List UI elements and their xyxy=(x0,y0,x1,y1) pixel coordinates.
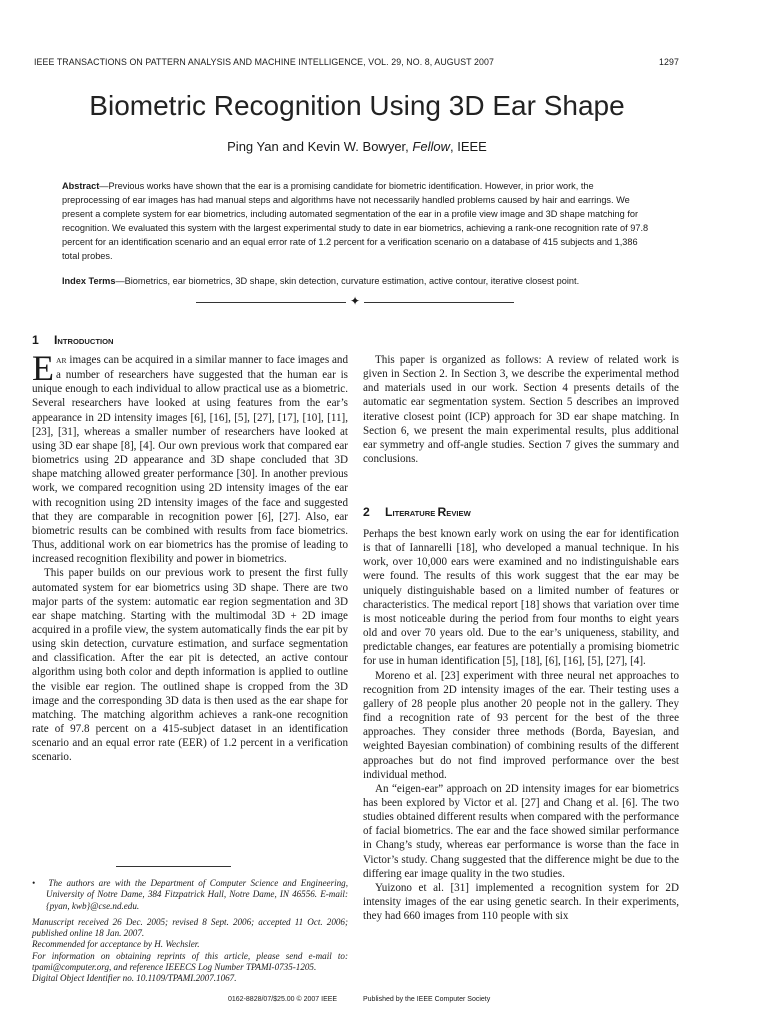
intro-p1-text: images can be acquired in a similar manner to face images and a number of researchers have suggested that the human ear is unique enough to each individual to allow practical use as a biometric. Several researchers have looked at using features from the ear’s appearance in 2D intensity images [6], [16], [5], [27], [17], [10], [11], [23], [31], whereas a smaller number of researchers have looked at using 3D ear shape [8], [4]. Our own previous work that compared ear biometrics using 2D appearance and 3D shape concluded that 3D shape matching allowed greater performance [30]. In another previous work, we compared recognition using 2D intensity images of the ear with recognition using 2D intensity images of the face and suggested that they are comparable in recognition power [6], [27]. Also, ear biometric results can be combined with results from face biometrics. Thus, additional work on ear biometrics has the promise of leading to increased recognition flexibility and power in biometrics. xyxy=(32,354,348,566)
right-column-body xyxy=(363,527,679,923)
footnote-affiliation xyxy=(32,878,348,912)
section-2-title-rest: EVIEW xyxy=(446,509,471,518)
author-names: Ping Yan and Kevin W. Bowyer, xyxy=(227,139,409,154)
abstract-text: —Previous works have shown that the ear is a promising candidate for biometric identification. However, in prior work, the preprocessing of ear images has had manual steps and algorithms have not necessarily handled problems caused by hair and earrings. We present a complete system for ear biometrics, including automated segmentation of the ear in a profile view image and 3D shape matching for recognition. We evaluated this system with the largest experimental study to date in ear biometrics, achieving a rank-one recognition rate of 97.8 percent for an identification scenario and an equal error rate of 1.2 percent for a verification scenario on a database of 415 subjects and 1,386 total probes. xyxy=(62,181,649,261)
footnote-bullet: • xyxy=(32,878,36,888)
review-paragraph-3: An “eigen-ear” approach on 2D intensity images for ear biometrics has been explored by Victor et al. [27] and Chang et al. [6]. The two studies obtained different results when compared with the performance of facial biometrics. The ear and the face showed similar performance in Chang’s study, whereas ear performance is worse than the face in Victor’s study. Chang suggested that the difference might be due to the differing ear image quality in the two studies. xyxy=(363,782,679,880)
abstract xyxy=(62,180,652,263)
footer-publisher: Published by the IEEE Computer Society xyxy=(363,996,491,1003)
section-1-heading xyxy=(32,333,114,347)
section-2-title-r: R xyxy=(437,505,447,519)
divider-left xyxy=(196,302,346,303)
section-1-title-rest: NTRODUCTION xyxy=(57,337,114,346)
drop-cap: E xyxy=(32,348,54,388)
footnotes xyxy=(32,878,348,985)
abstract-label: Abstract xyxy=(62,181,100,191)
footnote-affiliation-text: The authors are with the Department of Computer Science and Engineering, University of Notre Dame, 384 Fitzpatrick Hall, Notre Dame, IN 46556. E-mail: {pyan, kwb}@cse.nd.edu. xyxy=(46,878,349,911)
running-header xyxy=(34,57,679,67)
left-column xyxy=(32,348,348,765)
section-2-heading xyxy=(363,505,471,519)
index-terms-text: —Biometrics, ear biometrics, 3D shape, skin detection, curvature estimation, active contour, iterative closest point. xyxy=(115,276,580,286)
section-2-number: 2 xyxy=(363,505,370,519)
review-paragraph-4: Yuizono et al. [31] implemented a recognition system for 2D intensity images of the ear using genetic search. In their experiments, they had 660 images from 110 people with six xyxy=(363,881,679,923)
intro-paragraph-1 xyxy=(32,348,348,566)
author-grade: Fellow xyxy=(412,139,450,154)
section-1-title-initial: I xyxy=(54,333,58,347)
index-terms-label: Index Terms xyxy=(62,276,116,286)
intro-smallcaps: AR xyxy=(56,356,67,365)
footnote-recommended: Recommended for acceptance by H. Wechsler. xyxy=(32,939,200,950)
section-2-title-mid: ITERATURE xyxy=(392,509,438,518)
footnote-received: Manuscript received 26 Dec. 2005; revised 8 Sept. 2006; accepted 11 Oct. 2006; published online 18 Jan. 2007. xyxy=(32,916,348,939)
intro-paragraph-2: This paper builds on our previous work to present the first fully automated system for ear biometrics using 3D shape. There are two major parts of the system: automatic ear region segmentation and 3D ear shape matching. Starting with the multimodal 3D + 2D image acquired in a profile view, the system automatically finds the ear pit by using skin detection, curvature estimation, and surface segmentation and classification. After the ear pit is detected, an active contour algorithm using both color and depth information is applied to outline the visible ear region. The outlined shape is cropped from the 3D image and the corresponding 3D data is then used as the ear shape for matching. The matching algorithm achieves a rank-one recognition rate of 97.8 percent on a 415-subject dataset in an identification scenario and an equal error rate (EER) of 1.2 percent in a verification scenario. xyxy=(32,567,348,764)
right-column-top xyxy=(363,353,679,466)
section-2-title-initial: L xyxy=(385,505,393,519)
author-line: Ping Yan and Kevin W. Bowyer, Fellow, IEEE xyxy=(227,139,487,154)
intro-paragraph-3: This paper is organized as follows: A review of related work is given in Section 2. In Section 3, we describe the experimental method and materials used in our work. Section 4 presents details of the automatic ear segmentation system. Section 5 describes an improved iterative closest point (ICP) approach for 3D ear shape matching. In Section 6, we present the main experimental results, plus additional ear symmetry and off-angle studies. Section 7 gives the summary and conclusions. xyxy=(363,354,679,466)
section-1-number: 1 xyxy=(32,333,39,347)
footnote-rule xyxy=(116,866,231,867)
page-number: 1297 xyxy=(659,57,679,67)
index-terms xyxy=(62,276,652,286)
footer-copyright: 0162-8828/07/$25.00 © 2007 IEEE xyxy=(228,996,338,1003)
author-org: IEEE xyxy=(457,139,487,154)
paper-title: Biometric Recognition Using 3D Ear Shape xyxy=(89,90,625,121)
footnote-reprints: For information on obtaining reprints of this article, please send e-mail to: tpami@computer.org, and reference IEEECS Log Number TPAMI-0735-1205. xyxy=(32,950,348,973)
divider-right xyxy=(364,302,514,303)
journal-line: IEEE TRANSACTIONS ON PATTERN ANALYSIS AND MACHINE INTELLIGENCE, VOL. 29, NO. 8, AUGUST 2007 xyxy=(34,57,494,67)
footnote-doi: Digital Object Identifier no. 10.1109/TPAMI.2007.1067. xyxy=(32,973,237,984)
review-paragraph-2: Moreno et al. [23] experiment with three neural net approaches to recognition from 2D intensity images of the ear. Their testing uses a gallery of 28 people plus another 20 people not in the gallery. They find a recognition rate of 93 percent for the best of the three approaches. They consider three methods (Borda, Bayesian, and weighted Bayesian combination) of combining results of the different approaches but do not find improved performance over the best individual method. xyxy=(363,669,679,781)
review-paragraph-1: Perhaps the best known early work on using the ear for identification is that of Iannarelli [18], who developed a manual technique. In his work, over 10,000 ears were examined and no indistinguishable ears were found. The results of this work suggest that the ear may be uniquely distinguishable based on a limited number of features or characteristics. The medical report [18] shows that variation over time is most noticeable during the period from four months to eight years old and over 70 years old. Due to the ear’s uniqueness, stability, and predictable changes, ear features are potentially a promising biometric for use in human identification [5], [18], [6], [16], [5], [27], [4]. xyxy=(363,528,679,668)
divider-ornament: ✦ xyxy=(349,294,361,308)
